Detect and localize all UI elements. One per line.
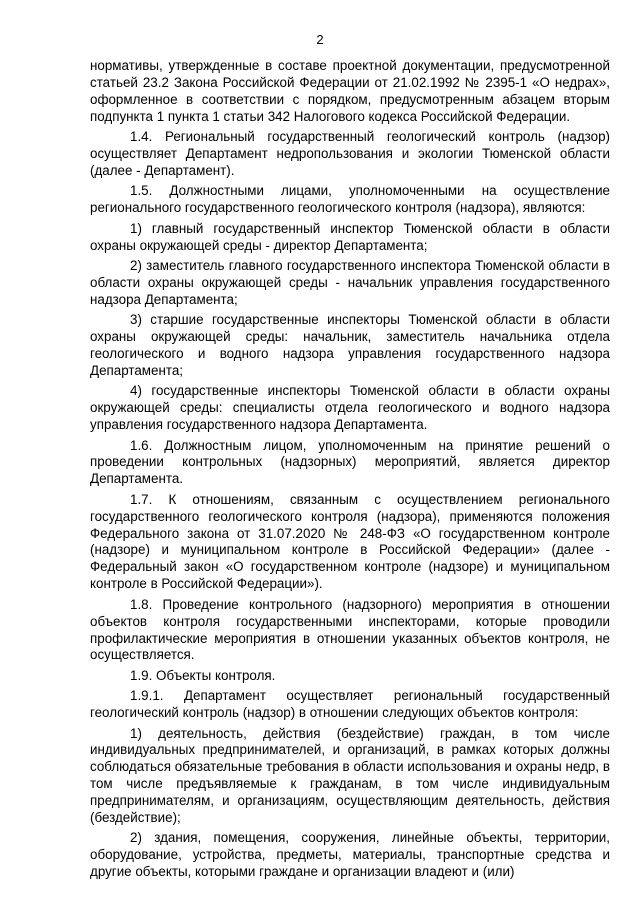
paragraph: 3) старшие государственные инспекторы Тюменской области в области охраны окружающей среды: начальник, заместитель начальника отдела геологического и водного надзора управления государственного надзора Департамента; xyxy=(90,312,610,378)
paragraph: 1.6. Должностным лицом, уполномоченным на принятие решений о проведении контрольных (надзорных) мероприятий, является директор Департамента. xyxy=(90,437,610,487)
paragraph: 1.4. Региональный государственный геологический контроль (надзор) осуществляет Департамент недропользования и экологии Тюменской области (далее - Департамент). xyxy=(90,129,610,178)
paragraph: 1.7. К отношениям, связанным с осуществлением регионального государственного геологического контроля (надзора), применяются положения Федерального закона от 31.07.2020 № 248-ФЗ «О государственном контроле (надзоре) и муниципальном контроле в Российской Федерации» (далее - Федеральный закон «О государственном контроле (надзоре) и муниципальном контроле в Российской Федерации»). xyxy=(90,491,610,592)
paragraph: 1.9.1. Департамент осуществляет региональный государственный геологический контроль (надзор) в отношении следующих объектов контроля: xyxy=(90,688,610,721)
page-number: 2 xyxy=(316,32,324,47)
paragraph: 1.8. Проведение контрольного (надзорного) мероприятия в отношении объектов контроля государственными инспекторами, которые проводили профилактические мероприятия в отношении указанных объектов контроля, не осуществляется. xyxy=(90,596,610,663)
paragraph: 1) деятельность, действия (бездействие) граждан, в том числе индивидуальных предпринимателей, и организаций, в рамках которых должны соблюдаться обязательные требования в области использования и охраны недр, в том числе предъявляемые к гражданам, в том числе индивидуальным предпринимателям, и организациям, осуществляющим деятельность, действия (бездействие); xyxy=(90,725,610,826)
paragraph: 1) главный государственный инспектор Тюменской области в области охраны окружающей среды - директор Департамента; xyxy=(90,220,610,253)
paragraph: 2) здания, помещения, сооружения, линейные объекты, территории, оборудование, устройства, предметы, материалы, транспортные средства и другие объекты, которыми граждане и организации владеют и (или) xyxy=(90,830,610,880)
paragraph: 1.5. Должностными лицами, уполномоченными на осуществление регионального государственного геологического контроля (надзора), являются: xyxy=(90,183,610,216)
document-body xyxy=(90,58,610,885)
paragraph: 1.9. Объекты контроля. xyxy=(130,667,276,683)
paragraph: 2) заместитель главного государственного инспектора Тюменской области в области охраны окружающей среды - начальник управления государственного надзора Департамента; xyxy=(90,257,610,307)
paragraph: 4) государственные инспекторы Тюменской области в области охраны окружающей среды: специалисты отдела геологического и водного надзора управления государственного надзора Департамента. xyxy=(90,383,610,433)
paragraph: нормативы, утвержденные в составе проектной документации, предусмотренной статьей 23.2 Закона Российской Федерации от 21.02.1992 № 2395-1 «О недрах», оформленное в соответствии с порядком, предусмотренным абзацем вторым подпункта 1 пункта 1 статьи 342 Налогового кодекса Российской Федерации. xyxy=(90,58,610,124)
